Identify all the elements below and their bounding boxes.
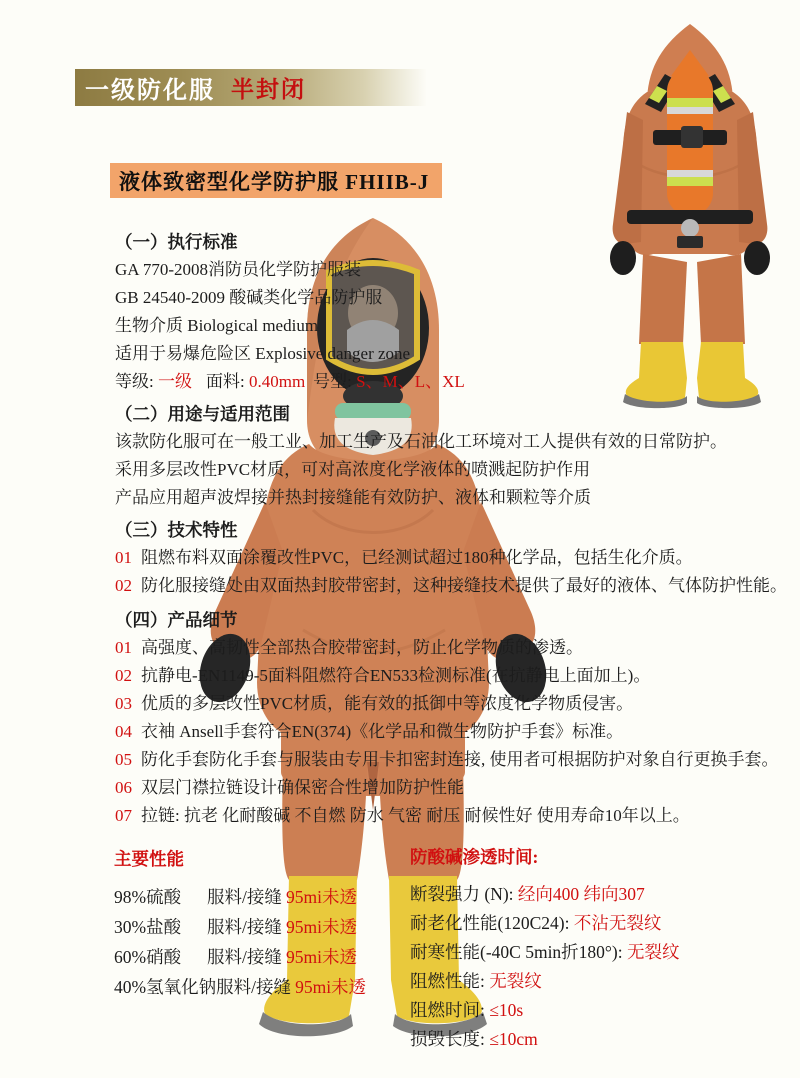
penetration-row — [410, 967, 680, 996]
property-value: 不沾无裂纹 — [573, 913, 662, 933]
usage-line: 产品应用超声波焊接并热封接缝能有效防护、液体和颗粒等介质 — [115, 488, 591, 507]
chemical-name: 40%氢氧化钠 — [114, 977, 217, 997]
detail-item-number: 04 — [115, 722, 132, 741]
detail-item — [115, 802, 793, 830]
property-value: ≤10cm — [489, 1029, 538, 1049]
detail-item-text: 抗静电-EN1149-5面料阻燃符合EN533检测标准(在抗静电上面加上)。 — [141, 666, 651, 685]
property-label: 损毁长度: — [410, 1029, 490, 1049]
detail-item-number: 06 — [115, 778, 132, 797]
test-target: 服料/接缝 — [216, 977, 291, 997]
property-label: 阻燃时间: — [410, 1000, 490, 1020]
penetration-row — [410, 909, 680, 938]
test-target: 服料/接缝 — [207, 947, 282, 967]
usage-line: 采用多层改性PVC材质，可对高浓度化学液体的喷溅起防护作用 — [115, 460, 591, 479]
penetration-row — [410, 938, 680, 967]
section-penetration — [410, 844, 680, 1054]
standards-spec-line — [115, 368, 793, 396]
grade-label: 等级: — [115, 372, 158, 391]
grade-value: 一级 — [157, 372, 192, 391]
tech-item-number: 02 — [115, 576, 132, 595]
detail-item-text: 双层门襟拉链设计确保密合性增加防护性能 — [141, 778, 464, 797]
detail-item — [115, 746, 793, 774]
section-performance — [114, 846, 366, 1002]
section-details — [115, 606, 793, 830]
performance-row — [114, 942, 366, 972]
size-value: S、M、L、XL — [356, 372, 465, 391]
section-tech — [115, 516, 793, 600]
property-label: 断裂强力 (N): — [410, 884, 518, 904]
detail-item-number: 05 — [115, 750, 132, 769]
chemical-name: 30%盐酸 — [114, 917, 182, 937]
page-subtitle: 半封闭 — [231, 77, 306, 102]
penetration-heading: 防酸碱渗透时间: — [410, 847, 539, 867]
detail-item-number: 03 — [115, 694, 132, 713]
tech-item — [115, 544, 793, 572]
property-label: 阻燃性能: — [410, 971, 490, 991]
chemical-name: 60%硝酸 — [114, 947, 182, 967]
detail-item — [115, 718, 793, 746]
performance-row — [114, 972, 366, 1002]
property-value: ≤10s — [489, 1000, 524, 1020]
test-result: 95mi未透 — [286, 947, 357, 967]
property-value: 经向400 纬向307 — [517, 884, 645, 904]
standards-line: 适用于易爆危险区 Explosive danger zone — [115, 344, 411, 363]
tech-item-number: 01 — [115, 548, 132, 567]
detail-item-number: 02 — [115, 666, 132, 685]
fabric-label: 面料: — [205, 372, 249, 391]
detail-item — [115, 690, 793, 718]
detail-item — [115, 662, 793, 690]
section-standards — [115, 228, 793, 396]
product-title-banner — [110, 163, 442, 198]
test-target: 服料/接缝 — [207, 887, 282, 907]
section-standards-heading: （一）执行标准 — [115, 232, 238, 252]
tech-item — [115, 572, 793, 600]
chemical-name: 98%硫酸 — [114, 887, 182, 907]
detail-item-number: 01 — [115, 638, 132, 657]
product-title: 液体致密型化学防护服 FHIIB-J — [119, 169, 430, 194]
property-label: 耐寒性能(-40C 5min折180°): — [410, 942, 627, 962]
detail-item-text: 衣袖 Ansell手套符合EN(374)《化学品和微生物防护手套》标准。 — [141, 722, 624, 741]
fabric-value: 0.40mm — [248, 372, 306, 391]
test-result: 95mi未透 — [286, 917, 357, 937]
section-details-heading: （四）产品细节 — [115, 610, 238, 630]
performance-heading: 主要性能 — [114, 849, 184, 869]
penetration-row — [410, 880, 680, 909]
tech-item-text: 阻燃布料双面涂覆改性PVC，已经测试超过180种化学品，包括生化介质。 — [141, 548, 693, 567]
property-value: 无裂纹 — [489, 971, 542, 991]
test-target: 服料/接缝 — [207, 917, 282, 937]
performance-row — [114, 912, 366, 942]
usage-line: 该款防化服可在一般工业、加工生产及石油化工环境对工人提供有效的日常防护。 — [115, 432, 727, 451]
property-label: 耐老化性能(120C24): — [410, 913, 574, 933]
section-usage-heading: （二）用途与适用范围 — [115, 404, 290, 424]
detail-item-text: 高强度、高韧性全部热合胶带密封，防止化学物质的渗透。 — [141, 638, 583, 657]
standards-line: 生物介质 Biological medium — [115, 316, 319, 335]
page-title-banner — [75, 69, 427, 106]
page-title: 一级防化服 — [85, 78, 215, 104]
tech-item-text: 防化服接缝处由双面热封胶带密封，这种接缝技术提供了最好的液体、气体防护性能。 — [141, 576, 787, 595]
standards-line: GA 770-2008消防员化学防护服装 — [115, 260, 362, 279]
detail-item — [115, 634, 793, 662]
detail-item-text: 拉链: 抗老 化耐酸碱 不自燃 防水 气密 耐压 耐候性好 使用寿命10年以上。 — [141, 806, 690, 825]
detail-item — [115, 774, 793, 802]
test-result: 95mi未透 — [286, 887, 357, 907]
performance-row — [114, 882, 366, 912]
section-usage — [115, 400, 793, 512]
penetration-row — [410, 996, 680, 1025]
standards-line: GB 24540-2009 酸碱类化学品防护服 — [115, 288, 383, 307]
detail-item-text: 防化手套防化手套与服装由专用卡扣密封连接, 使用者可根据防护对象自行更换手套。 — [141, 750, 779, 769]
section-tech-heading: （三）技术特性 — [115, 520, 238, 540]
size-label: 号型: — [313, 372, 357, 391]
detail-item-text: 优质的多层改性PVC材质，能有效的抵御中等浓度化学物质侵害。 — [141, 694, 634, 713]
detail-item-number: 07 — [115, 806, 132, 825]
penetration-row — [410, 1025, 680, 1054]
property-value: 无裂纹 — [627, 942, 680, 962]
test-result: 95mi未透 — [295, 977, 367, 997]
